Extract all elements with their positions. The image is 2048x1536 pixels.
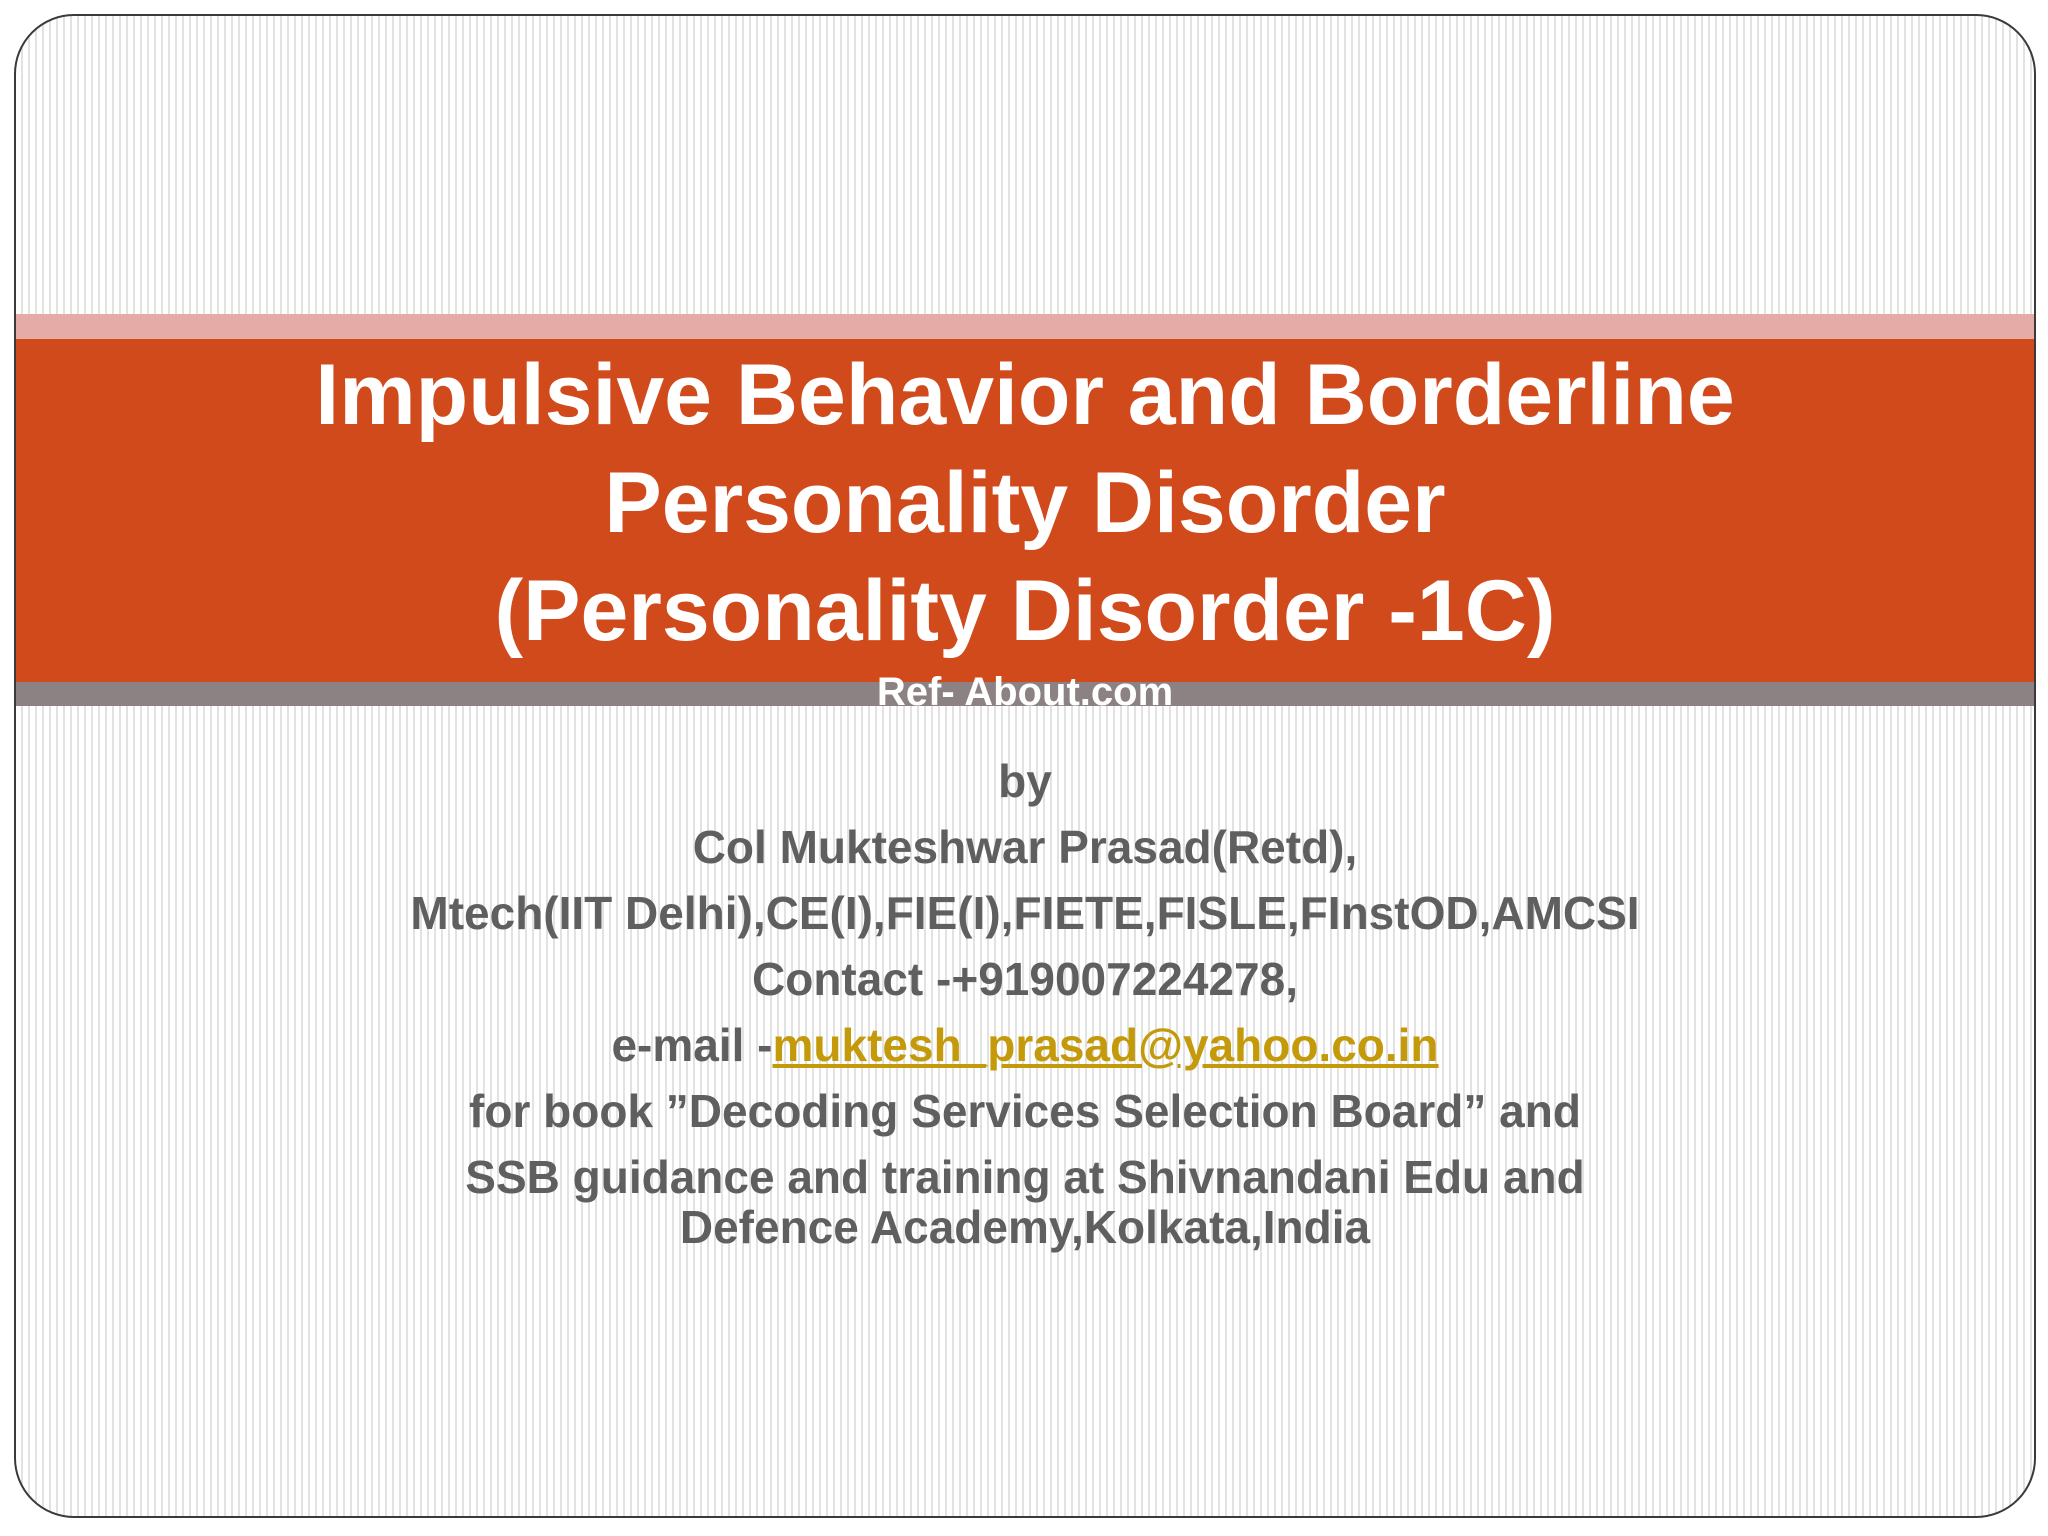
by-label: by <box>998 755 1052 807</box>
title-line-1: Impulsive Behavior and Borderline <box>315 347 1735 443</box>
title-band-top-stripe <box>16 314 2034 339</box>
reference-note: Ref- About.com <box>876 670 1174 714</box>
book-line: for book ”Decoding Services Selection Board” and <box>469 1085 1581 1137</box>
byline <box>16 748 2034 1252</box>
guidance-line-1: SSB guidance and training at Shivnandani Edu and <box>465 1151 1585 1203</box>
slide <box>14 14 2036 1518</box>
slide-title <box>16 339 2034 665</box>
email-prefix: e-mail - <box>611 1019 773 1071</box>
contact-phone: Contact -+919007224278, <box>752 953 1298 1005</box>
email-line <box>16 1012 2034 1078</box>
author-name: Col Mukteshwar Prasad(Retd), <box>692 821 1358 873</box>
title-line-2: Personality Disorder <box>604 455 1446 551</box>
title-line-3: (Personality Disorder -1C) <box>494 563 1556 659</box>
email-link[interactable]: muktesh_prasad@yahoo.co.in <box>772 1019 1439 1071</box>
guidance-line-2: Defence Academy,Kolkata,India <box>679 1201 1371 1253</box>
author-qualifications: Mtech(IIT Delhi),CE(I),FIE(I),FIETE,FISLE,FInstOD,AMCSI <box>410 887 1640 939</box>
